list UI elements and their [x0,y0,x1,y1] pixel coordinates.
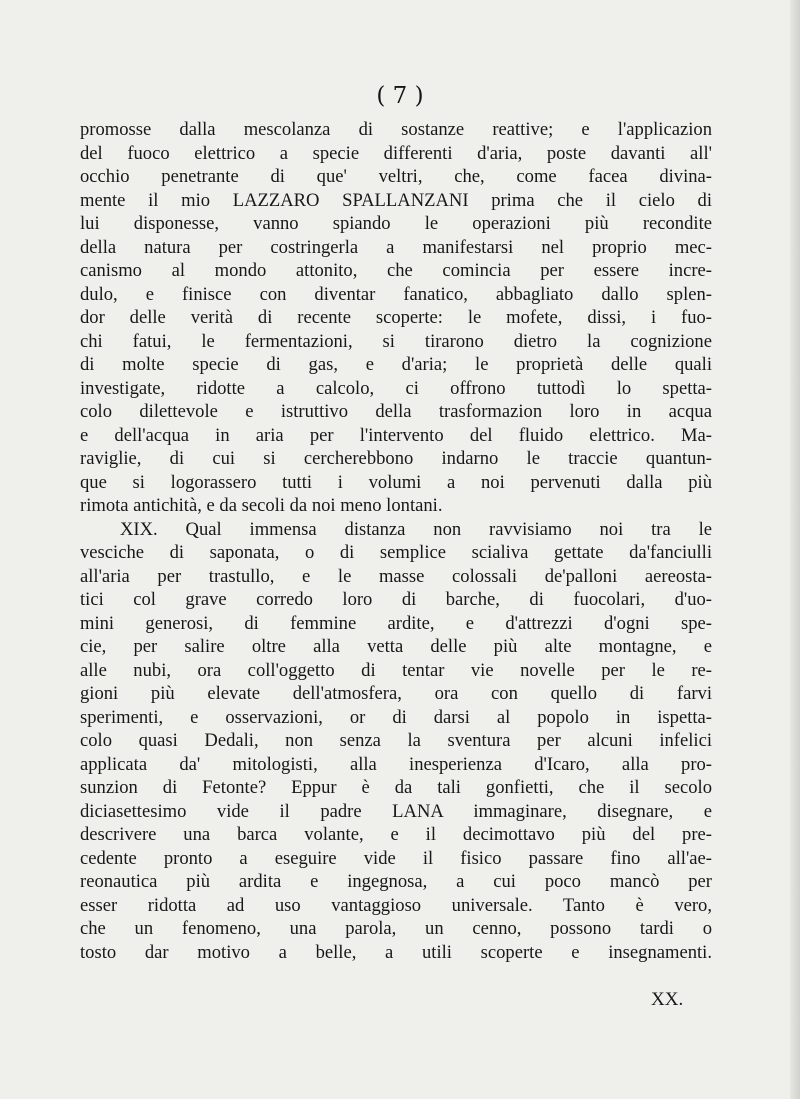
text-line: raviglie, di cui si cercherebbono indarno le traccie quantun- [80,448,712,469]
text-line: della natura per costringerla a manifestarsi nel proprio mec- [80,236,712,258]
text-line: sperimenti, e osservazioni, or di darsi al popolo in ispetta- [80,706,712,728]
text-line: del fuoco elettrico a specie differenti d'aria, poste davanti all' [80,142,712,164]
text-line: promosse dalla mescolanza di sostanze reattive; e l'applicazion [80,119,712,140]
text-line: lui disponesse, vanno spiando le operazioni più recondite [80,213,712,234]
text-line: all'aria per trastullo, e le masse colossali de'palloni aereosta- [80,565,712,587]
text-line: tici col grave corredo loro di barche, di fuocolari, d'uo- [80,589,712,610]
text-line: investigate, ridotte a calcolo, ci offrono tuttodì lo spetta- [80,377,712,399]
text-line: sunzion di Fetonte? Eppur è da tali gonfietti, che il secolo [80,777,712,798]
text-line: colo quasi Dedali, non senza la sventura per alcuni infelici [80,730,712,751]
text-line: che un fenomeno, una parola, un cenno, possono tardi o [80,918,712,939]
text-line: applicata da' mitologisti, alla inesperienza d'Icaro, alla pro- [80,753,712,775]
text-line: cedente pronto a eseguire vide il fisico passare fino all'ae- [80,847,712,869]
text-line: canismo al mondo attonito, che comincia per essere incre- [80,260,712,281]
text-line: colo dilettevole e istruttivo della trasformazion loro in acqua [80,401,712,422]
text-line: dor delle verità di recente scoperte: le mofete, dissi, i fuo- [80,307,712,328]
text-line: e dell'acqua in aria per l'intervento del fluido elettrico. Ma- [80,424,712,446]
text-line: cie, per salire oltre alla vetta delle più alte montagne, e [80,636,712,657]
body-text [80,118,712,964]
text-line: tosto dar motivo a belle, a utili scoperte e insegnamenti. [80,941,712,963]
text-line: dulo, e finisce con diventar fanatico, abbagliato dallo splen- [80,283,712,305]
text-line: di molte specie di gas, e d'aria; le proprietà delle quali [80,354,712,375]
text-line: mini generosi, di femmine ardite, e d'attrezzi d'ogni spe- [80,612,712,634]
text-line: alle nubi, ora coll'oggetto di tentar vie novelle per le re- [80,659,712,681]
text-line-paragraph-end: rimota antichità, e da secoli da noi meno lontani. [80,495,443,516]
text-line: esser ridotta ad uso vantaggioso universale. Tanto è vero, [80,894,712,916]
page-edge-shadow [790,0,800,1099]
catchword: XX. [651,989,684,1010]
page-number: ( 7 ) [376,83,424,109]
text-line: occhio penetrante di que' veltri, che, come facea divina- [80,166,712,187]
text-line-section-start: XIX. Qual immensa distanza non ravvisiamo noi tra le [120,518,712,540]
text-line: vesciche di saponata, o di semplice scialiva gettate da'fanciulli [80,542,712,563]
text-line: gioni più elevate dell'atmosfera, ora con quello di farvi [80,683,712,704]
text-line: reonautica più ardita e ingegnosa, a cui poco mancò per [80,871,712,892]
text-line: chi fatui, le fermentazioni, si tirarono dietro la cognizione [80,330,712,352]
text-line: que si logorassero tutti i volumi a noi pervenuti dalla più [80,471,712,493]
text-line: mente il mio LAZZARO SPALLANZANI prima che il cielo di [80,189,712,211]
text-line: descrivere una barca volante, e il decimottavo più del pre- [80,824,712,845]
text-line: diciasettesimo vide il padre LANA immaginare, disegnare, e [80,800,712,822]
